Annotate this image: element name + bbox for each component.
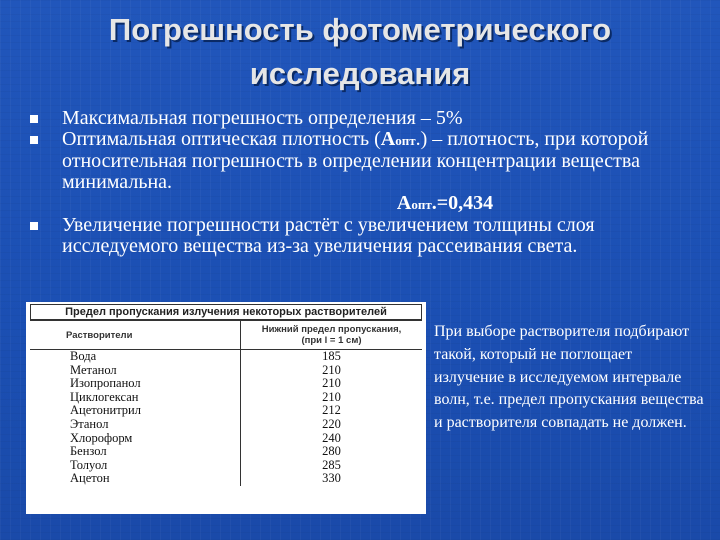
absorbance-symbol: А bbox=[380, 128, 396, 150]
table-row bbox=[30, 459, 422, 473]
square-bullet-icon bbox=[30, 136, 38, 144]
formula-symbol: А bbox=[396, 192, 412, 214]
formula-value: .=0,434 bbox=[431, 192, 494, 214]
solvent-table bbox=[30, 320, 422, 486]
table-row bbox=[30, 391, 422, 405]
solvent-name: Метанол bbox=[30, 364, 241, 378]
table-row bbox=[30, 364, 422, 378]
solvent-name: Ацетон bbox=[30, 472, 241, 486]
bullet-optimal-density bbox=[28, 129, 698, 215]
cutoff-value: 280 bbox=[322, 444, 341, 459]
cutoff-value: 330 bbox=[322, 471, 341, 486]
optimal-density-formula bbox=[62, 193, 698, 215]
solvent-name: Бензол bbox=[30, 445, 241, 459]
cutoff-value: 210 bbox=[322, 389, 341, 404]
solvent-choice-note: При выборе растворителя подбирают такой, который не поглощает излучение в исследуемом интервале волн, т.е. предел пропускания вещества и растворителя совпадать не должен. bbox=[434, 323, 704, 432]
cutoff-value: 212 bbox=[322, 403, 341, 418]
table-row bbox=[30, 432, 422, 446]
solvent-table-image bbox=[26, 302, 426, 514]
table-row bbox=[30, 445, 422, 459]
cutoff-value: 285 bbox=[322, 457, 341, 472]
bullet-text: Максимальная погрешность определения – 5% bbox=[62, 107, 463, 129]
solvent-name: Циклогексан bbox=[30, 391, 241, 405]
table-header-row bbox=[30, 321, 422, 350]
solvent-name: Этанол bbox=[30, 418, 241, 432]
column-header-solvents: Растворители bbox=[30, 321, 241, 350]
bullet-text: Увеличение погрешности растёт с увеличением толщины слоя исследуемого вещества из-за увеличения рассеивания света. bbox=[62, 214, 595, 257]
table-row bbox=[30, 404, 422, 418]
solvent-name: Вода bbox=[30, 350, 241, 364]
formula-subscript: опт bbox=[411, 197, 432, 212]
cutoff-value: 220 bbox=[322, 416, 341, 431]
table-row bbox=[30, 350, 422, 364]
cutoff-header-line2: (при l = 1 см) bbox=[301, 335, 362, 346]
square-bullet-icon bbox=[30, 115, 38, 123]
cutoff-value: 210 bbox=[322, 362, 341, 377]
table-title: Предел пропускания излучения некоторых растворителей bbox=[30, 304, 422, 320]
cutoff-value: 185 bbox=[322, 349, 341, 363]
bullet-list bbox=[28, 108, 698, 257]
cutoff-header-line1: Нижний предел пропускания, bbox=[261, 324, 402, 335]
column-header-cutoff bbox=[241, 321, 423, 350]
table-row bbox=[30, 472, 422, 486]
bullet-text-post: .) – плотность, при которой относительная погрешность в определении концентрации вещества минимальна. bbox=[62, 128, 649, 193]
table-body bbox=[30, 350, 422, 486]
solvent-name: Толуол bbox=[30, 459, 241, 473]
bullet-max-error bbox=[28, 108, 698, 129]
bullet-text-pre: Оптимальная оптическая плотность ( bbox=[62, 128, 381, 150]
absorbance-subscript: опт bbox=[395, 133, 416, 148]
square-bullet-icon bbox=[30, 222, 38, 230]
solvent-name: Изопропанол bbox=[30, 377, 241, 391]
cutoff-value: 240 bbox=[322, 430, 341, 445]
slide-title: Погрешность фотометрического исследования bbox=[108, 12, 612, 91]
solvent-name: Ацетонитрил bbox=[30, 404, 241, 418]
solvent-name: Хлороформ bbox=[30, 432, 241, 446]
table-row bbox=[30, 418, 422, 432]
cutoff-value: 210 bbox=[322, 376, 341, 391]
table-row bbox=[30, 377, 422, 391]
bullet-error-growth bbox=[28, 215, 698, 257]
